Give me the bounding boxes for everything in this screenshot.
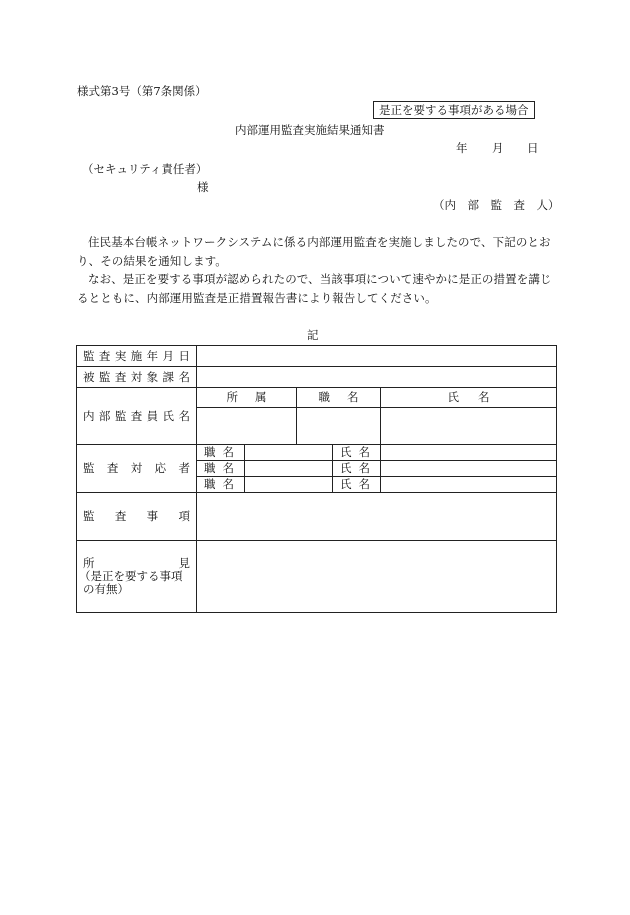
label-char: 施 <box>130 348 143 363</box>
audit-result-table <box>76 345 557 613</box>
respondent-name-value-1[interactable] <box>381 445 557 461</box>
label-char: 監 <box>83 509 95 523</box>
row-target-section <box>77 367 557 388</box>
findings-note-line-1: （是正を要する事項 <box>79 569 183 583</box>
label-char: 氏 <box>340 445 352 459</box>
label-char: 員 <box>146 408 159 423</box>
value-auditor-name[interactable] <box>381 408 557 445</box>
ki-label: 記 <box>307 328 319 342</box>
row-findings <box>77 541 557 613</box>
label-char: 実 <box>114 348 127 363</box>
label-char: 属 <box>255 390 267 404</box>
label-char: 氏 <box>340 477 352 491</box>
label-char: 職 <box>204 461 216 475</box>
label-char: 職 <box>318 390 330 404</box>
label-char: 監 <box>98 369 111 384</box>
label-char: 対 <box>130 461 143 475</box>
date-year: 年 <box>456 141 468 155</box>
sender: （内 部 監 査 人） <box>433 198 560 212</box>
respondent-position-label-2 <box>197 461 245 477</box>
label-char: 項 <box>178 509 190 523</box>
header-position <box>297 388 381 408</box>
respondent-name-value-2[interactable] <box>381 461 557 477</box>
label-char: 課 <box>162 369 175 384</box>
label-char: 査 <box>114 509 127 523</box>
respondent-position-value-1[interactable] <box>245 445 333 461</box>
label-char: 名 <box>222 477 234 491</box>
value-auditor-position[interactable] <box>297 408 381 445</box>
label-audit-date <box>77 346 197 367</box>
respondent-position-label-3 <box>197 477 245 493</box>
label-char: 査 <box>130 408 143 423</box>
label-target-section <box>77 367 197 388</box>
date-day: 日 <box>527 141 539 155</box>
label-char: 名 <box>222 445 234 459</box>
header-affiliation <box>197 388 297 408</box>
respondent-name-label-2 <box>333 461 381 477</box>
label-char: 名 <box>222 461 234 475</box>
label-char: 内 <box>83 408 95 423</box>
label-char: 査 <box>98 348 111 363</box>
label-char: 見 <box>178 556 190 570</box>
label-char: 応 <box>154 461 167 475</box>
addressee: （セキュリティ責任者） <box>82 162 208 176</box>
label-char: 所 <box>226 390 238 404</box>
form-number: 様式第3号（第7条関係） <box>77 84 207 98</box>
label-char: 名 <box>347 390 359 404</box>
label-char: 被 <box>83 369 95 384</box>
value-auditor-affiliation[interactable] <box>197 408 297 445</box>
label-char: 対 <box>130 369 143 384</box>
label-char: 事 <box>146 509 159 523</box>
label-char: 職 <box>204 477 216 491</box>
label-char: 職 <box>204 445 216 459</box>
label-char: 名 <box>358 477 370 491</box>
value-audit-items[interactable] <box>197 493 557 541</box>
body-paragraph-1: 住民基本台帳ネットワークシステムに係る内部運用監査を実施しましたので、下記のとおり、その結果を通知します。 <box>77 235 551 268</box>
value-target-section[interactable] <box>197 367 557 388</box>
label-char: 監 <box>83 461 95 475</box>
value-findings[interactable] <box>197 541 557 613</box>
label-findings <box>77 541 197 613</box>
respondent-name-value-3[interactable] <box>381 477 557 493</box>
label-char: 名 <box>178 408 190 423</box>
respondent-position-value-3[interactable] <box>245 477 333 493</box>
label-char: 名 <box>358 445 370 459</box>
label-char: 象 <box>146 369 159 384</box>
label-char: 査 <box>106 461 119 475</box>
label-char: 者 <box>178 461 190 475</box>
label-char: 名 <box>178 369 190 384</box>
respondent-name-label-1 <box>333 445 381 461</box>
label-char: 年 <box>146 348 159 363</box>
respondent-position-value-2[interactable] <box>245 461 333 477</box>
label-char: 監 <box>83 348 95 363</box>
label-char: 部 <box>98 408 111 423</box>
label-char: 日 <box>178 348 190 363</box>
row-auditor-header <box>77 388 557 408</box>
label-audit-items <box>77 493 197 541</box>
label-char: 監 <box>114 408 127 423</box>
label-char: 氏 <box>340 461 352 475</box>
label-auditor-name <box>77 388 197 445</box>
body-paragraph-2: なお、是正を要する事項が認められたので、当該事項について速やかに是正の措置を講じるとともに、内部運用監査是正措置報告書により報告してください。 <box>77 272 552 305</box>
value-audit-date[interactable] <box>197 346 557 367</box>
row-audit-items <box>77 493 557 541</box>
condition-box: 是正を要する事項がある場合 <box>373 101 535 119</box>
date-month: 月 <box>492 141 504 155</box>
label-respondent <box>77 445 197 493</box>
respondent-name-label-3 <box>333 477 381 493</box>
page-title: 内部運用監査実施結果通知書 <box>235 123 385 137</box>
respondent-position-label-1 <box>197 445 245 461</box>
row-respondent-1 <box>77 445 557 461</box>
label-char: 査 <box>114 369 127 384</box>
label-char: 所 <box>83 556 95 570</box>
findings-note-line-2: の有無） <box>83 582 129 596</box>
label-char: 名 <box>358 461 370 475</box>
label-char: 名 <box>478 390 490 404</box>
row-audit-date <box>77 346 557 367</box>
label-char: 月 <box>162 348 175 363</box>
header-name <box>381 388 557 408</box>
label-char: 氏 <box>162 408 175 423</box>
label-char: 氏 <box>447 390 460 404</box>
honorific: 様 <box>197 180 209 194</box>
